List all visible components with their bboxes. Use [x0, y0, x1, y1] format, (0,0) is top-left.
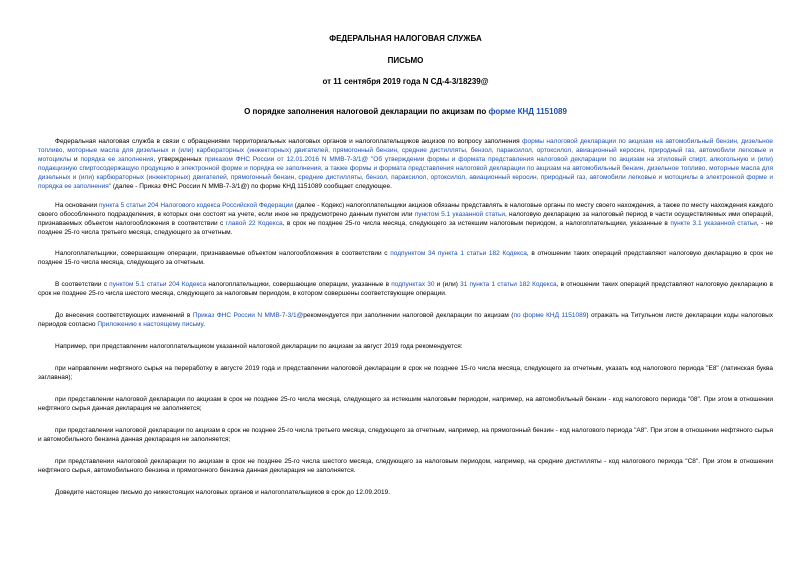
- link-article-p3-1[interactable]: пункте 3.1 указанной статьи: [670, 220, 757, 227]
- text: , утвержденных: [153, 156, 205, 163]
- text: До внесения соответствующих изменений в: [55, 312, 193, 319]
- text: Налогоплательщики, совершающие операции, признаваемые объектом налогообложения в соответствии с: [55, 250, 391, 257]
- text: налогоплательщики, совершающие операции, указанные в: [206, 281, 392, 288]
- doc-title-link[interactable]: форме КНД 1151089: [488, 107, 567, 116]
- paragraph-p5-1: [38, 280, 773, 298]
- link-article-204-p5-1[interactable]: пунктом 5.1 указанной статьи: [414, 211, 505, 218]
- doc-title-text: О порядке заполнения налоговой декларации по акцизам по: [244, 107, 489, 116]
- paragraph-taxpayers-34: [38, 249, 773, 267]
- link-order-mmv[interactable]: Приказ ФНС России N ММВ-7-3/1@: [192, 312, 304, 319]
- doc-title: [38, 107, 773, 117]
- document-page: [38, 34, 773, 497]
- paragraph-recommendation: [38, 311, 773, 329]
- text: , в срок не позднее 25-го числа месяца, следующего за истекшим налоговым периодом, а налогоплательщики, указанные в: [282, 220, 671, 227]
- text: Федеральная налоговая служба в связи с обращениями территориальных налоговых органов и налогоплательщиков акцизов по вопросу заполнения: [55, 138, 523, 145]
- paragraph-c8: при представлении налоговой декларации по акцизам в срок не позднее 25-го числа шестого месяца, следующего за налоговым периодом, например, на средние дистилляты - код налогового периода "С8". При этом в отношении нефтяного сырья, автомобильного бензина и прямогонного бензина данная декларация не заполняется.: [38, 458, 773, 474]
- link-subpoints-30[interactable]: подпунктах 30: [391, 281, 435, 288]
- text: рекомендуется при заполнении налоговой декларации по акцизам (: [303, 312, 514, 319]
- text: , в отношении таких операций представляют налоговую декларацию в срок не позднее 25-го числа шестого месяца, следующего за налоговым периодом, в котором совершены соответствующие операции.: [38, 281, 773, 297]
- text: (далее - Кодекс) налогоплательщики акцизов обязаны представлять в налоговые органы по месту своего нахождения, а также по месту нахождения каждого своего обособленного подразделения, в которых они состоят на учете, если иное не предусмотрено данным пунктом или: [38, 202, 773, 218]
- text: .: [203, 321, 205, 328]
- doc-date-number: от 11 сентября 2019 года N СД-4-3/18239@: [322, 77, 489, 86]
- link-subpoint-31[interactable]: 31 пункта 1 статьи 182 Кодекса: [460, 281, 557, 288]
- text: ) отражать на Титульном листе декларации коды налоговых периодов согласно: [38, 312, 773, 328]
- org-name: ФЕДЕРАЛЬНАЯ НАЛОГОВАЯ СЛУЖБА: [329, 34, 482, 43]
- link-order-fns[interactable]: приказом ФНС России от 12.01.2016 N ММВ-7-3/1@ "Об утверждении формы и формата представления налоговой декларации по акцизам на этиловый спирт, алкогольную и (или) подакцизную спиртосодержащую продукцию в электронной форме и порядка ее заполнения, а также формы и формата представления налоговой декларации по акцизам на автомобильный бензин, дизельное топливо, моторные масла для дизельных и (или) карбюраторных (инжекторных) двигателей, прямогонный бензин, средние дистилляты, бензол, параксилол, ортоксилол, авиационный керосин, природный газ, автомобили легковые и мотоциклы в электронной форме и порядка ее заполнения": [38, 156, 773, 190]
- paragraph-intro: [38, 137, 773, 191]
- paragraph-a8: при представлении налоговой декларации по акцизам в срок не позднее 25-го числа третьего месяца, следующего за отчетным, например, на прямогонный бензин - код налогового периода "А8". При этом в отношении нефтяного сырья и автомобильного бензина данная декларация не заполняется;: [38, 427, 773, 443]
- link-subpoint-34[interactable]: подпунктом 34 пункта 1 статьи 182 Кодекса: [390, 250, 527, 257]
- paragraph-example: Например, при представлении налогоплательщиком указанной налоговой декларации по акцизам за август 2019 года рекомендуется:: [55, 343, 463, 350]
- link-declaration-form[interactable]: формы налоговой декларации по акцизам на автомобильный бензин, дизельное топливо, моторные масла для дизельных и (или) карбюраторных (инжекторных) двигателей, прямогонный бензин, средние дистилляты, бензол, параксилол, ортоксилол, авиационный керосин, природный газ, автомобили легковые и мотоциклы: [38, 138, 773, 163]
- text: , налоговую декларацию за налоговый период в части осуществляемых ими операций, признаваемых объектом налогообложения в соответствии с: [38, 211, 774, 227]
- paragraph-basis: [38, 201, 773, 237]
- link-article-204-p5[interactable]: пункта 5 статьи 204 Налогового кодекса Российской Федерации: [98, 202, 293, 209]
- text: (далее - Приказ ФНС России N ММВ-7-3/1@) по форме КНД 1151089 сообщает следующее.: [111, 183, 392, 190]
- text: и (или): [434, 281, 461, 288]
- text: , в отношении таких операций представляют налоговую декларацию в срок не позднее 15-го числа месяца, следующего за отчетным.: [38, 250, 773, 266]
- doc-type: ПИСЬМО: [387, 56, 424, 65]
- text: На основании: [55, 202, 99, 209]
- paragraph-closing: Доведите настоящее письмо до нижестоящих налоговых органов и налогоплательщиков в срок до 12.09.2019.: [55, 489, 391, 496]
- link-appendix[interactable]: Приложению к настоящему письму: [97, 321, 204, 328]
- link-fill-procedure[interactable]: порядка ее заполнения: [80, 156, 154, 163]
- text: , - не позднее 25-го числа третьего месяца, следующего за отчетным.: [38, 220, 773, 236]
- link-article-204-p5-1b[interactable]: пунктом 5.1 статьи 204 Кодекса: [109, 281, 207, 288]
- paragraph-e8: при направлении нефтяного сырья на переработку в августе 2019 года и представлении налоговой декларации в срок не позднее 15-го числа месяца, следующего за отчетным, указать код налогового периода "Е8" (латинская буква заглавная);: [38, 365, 773, 381]
- text: и: [71, 156, 81, 163]
- link-form-knd[interactable]: по форме КНД 1151089: [513, 312, 587, 319]
- paragraph-08: при представлении налоговой декларации по акцизам в срок не позднее 25-го числа месяца, следующего за истекшим налоговым периодом, например, на автомобильный бензин - код налогового периода "08". При этом в отношении нефтяного сырья данная декларация не заполняется;: [38, 396, 773, 412]
- link-chapter-22[interactable]: главой 22 Кодекса: [225, 220, 283, 227]
- text: В соответствии с: [55, 281, 110, 288]
